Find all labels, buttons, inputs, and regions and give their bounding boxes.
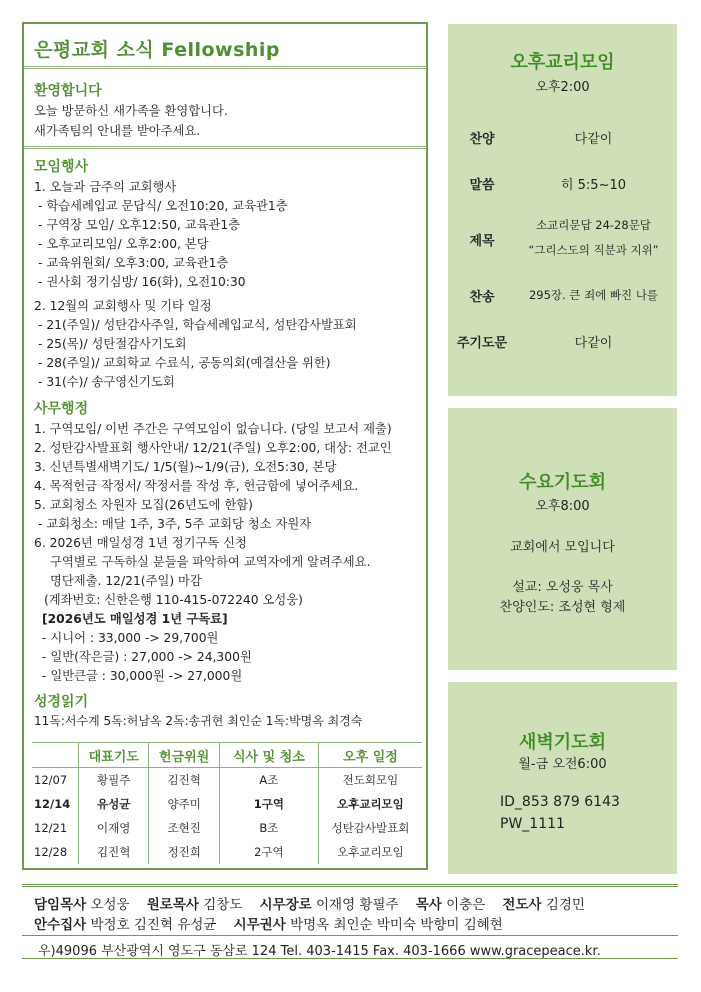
admin-line: 명단제출. 12/21(주일) 마감 [50, 574, 202, 588]
table-header: 오후 일정 [318, 743, 422, 768]
staff-row [34, 893, 585, 913]
admin-line: - 일반(작은글) : 27,000 -> 24,300원 [42, 650, 252, 664]
zoom-id: ID_853 879 6143 [500, 794, 620, 810]
admin-line: - 교회청소: 매달 1주, 3주, 5주 교회당 청소 자원자 [38, 517, 312, 531]
panel-place: 교회에서 모입니다 [510, 540, 615, 555]
events-line: - 권사회 정기심방/ 16(화), 오전10:30 [38, 275, 246, 289]
table-cell: 12/28 [34, 845, 68, 859]
panel-title: 오후교리모임 [510, 52, 615, 73]
admin-line: 5. 교회청소 자원자 모집(26년도에 한함) [34, 498, 253, 512]
table-cell: 2구역 [219, 840, 318, 864]
table-header-row [32, 743, 422, 768]
staff-names: 오성웅 [90, 897, 130, 913]
events-line: - 교육위원회/ 오후3:00, 교육관1층 [38, 256, 229, 270]
table-cell: 유성균 [79, 792, 149, 816]
table-cell: 12/21 [34, 821, 68, 835]
staff-role: 원로목사 [146, 897, 199, 913]
table-cell: B조 [219, 816, 318, 840]
admin-line: 1. 구역모임/ 이번 주간은 구역모임이 없습니다. (당일 보고서 제출) [34, 422, 392, 436]
news-box [22, 22, 428, 870]
staff-role: 시무장로 [259, 897, 312, 913]
table-cell: 황필주 [79, 768, 149, 793]
table-cell: A조 [219, 768, 318, 793]
admin-line: 구역별로 구독하실 분들을 파악하여 교역자에게 알려주세요. [50, 555, 371, 569]
row-label: 찬송 [469, 290, 495, 305]
divider [22, 935, 678, 936]
admin-heading: 사무행정 [34, 401, 89, 417]
table-cell: 1구역 [219, 792, 318, 816]
row-label: 찬양 [469, 132, 495, 147]
row-value: 소교리문답 24-28문답 [536, 218, 651, 232]
panel-preacher: 설교: 오성웅 목사 [512, 580, 613, 595]
table-cell: 전도회모임 [318, 768, 422, 793]
table-cell: 성탄감사발표회 [318, 816, 422, 840]
panel-time: 오후8:00 [535, 499, 590, 514]
events-line: 2. 12월의 교회행사 및 기타 일정 [34, 299, 212, 313]
schedule-table [32, 742, 422, 864]
panel-title: 새벽기도회 [519, 732, 606, 753]
panel-worship-leader: 찬양인도: 조성현 형제 [499, 600, 626, 615]
row-label: 제목 [469, 234, 495, 249]
table-header: 식사 및 청소 [219, 743, 318, 768]
row-value: “그리스도의 직분과 지위” [528, 243, 659, 257]
admin-line: 4. 목적헌금 작정서/ 작정서를 작성 후, 헌금함에 넣어주세요. [34, 479, 359, 493]
admin-line: 3. 신년특별새벽기도/ 1/5(월)~1/9(금), 오전5:30, 본당 [34, 460, 337, 474]
row-label: 말씀 [469, 178, 495, 193]
admin-line: 6. 2026년 매일성경 1년 정기구독 신청 [34, 536, 247, 550]
staff-names: 박정호 김진혁 유성균 [90, 917, 217, 933]
staff-names: 김경민 [545, 897, 585, 913]
table-cell: 김진혁 [79, 840, 149, 864]
reading-heading: 성경읽기 [34, 694, 89, 710]
dawn-prayer-panel [448, 682, 677, 874]
divider [22, 884, 678, 887]
staff-row [34, 913, 503, 933]
admin-line: (계좌번호: 신한은행 110-415-072240 오성웅) [44, 593, 303, 607]
staff-names: 박명옥 최인순 박미숙 박향미 김혜현 [290, 917, 503, 933]
admin-line: 2. 성탄감사발표회 행사안내/ 12/21(주일) 오후2:00, 대상: 전교인 [34, 441, 392, 455]
zoom-password: PW_1111 [500, 816, 565, 832]
events-line: - 31(수)/ 송구영신기도회 [38, 375, 175, 389]
welcome-line: 오늘 방문하신 새가족을 환영합니다. [34, 104, 228, 118]
events-line: 1. 오늘과 금주의 교회행사 [34, 180, 177, 194]
table-row [32, 816, 422, 840]
panel-time: 월-금 오전6:00 [518, 757, 607, 772]
staff-role: 담임목사 [34, 897, 87, 913]
row-value: 295장. 큰 죄에 빠진 나를 [528, 288, 659, 302]
panel-title: 수요기도회 [519, 472, 606, 493]
staff-role: 시무권사 [233, 917, 286, 933]
staff-names: 이충은 [446, 897, 486, 913]
staff-names: 이재영 황필주 [316, 897, 399, 913]
table-cell: 정진희 [149, 840, 219, 864]
staff-role: 안수집사 [34, 917, 87, 933]
events-line: - 28(주일)/ 교회학교 수료식, 공동의회(예결산을 위한) [38, 356, 331, 370]
admin-line: [2026년도 매일성경 1년 구독료] [42, 612, 228, 626]
table-header: 대표기도 [79, 743, 149, 768]
divider [24, 66, 426, 69]
table-cell: 오후교리모임 [318, 792, 422, 816]
reading-text: 11독:서수계 5독:허남옥 2독:송귀현 최인순 1독:박명옥 최경숙 [34, 714, 363, 728]
table-cell: 오후교리모임 [318, 840, 422, 864]
row-value: 다같이 [574, 132, 613, 147]
wednesday-prayer-panel [448, 408, 677, 670]
panel-time: 오후2:00 [535, 80, 590, 95]
table-cell: 이재영 [79, 816, 149, 840]
events-heading: 모임행사 [34, 159, 89, 175]
events-line: - 오후교리모임/ 오후2:00, 본당 [38, 237, 209, 251]
church-address: 우)49096 부산광역시 영도구 동삼로 124 Tel. 403-1415 Fax. 403-1666 www.gracepeace.kr. [38, 944, 601, 959]
table-cell: 12/14 [34, 797, 71, 811]
staff-role: 목사 [415, 897, 442, 913]
divider [24, 146, 426, 149]
events-line: - 구역장 모임/ 오후12:50, 교육관1층 [38, 218, 241, 232]
table-cell: 조현진 [149, 816, 219, 840]
admin-line: - 일반큰글 : 30,000원 -> 27,000원 [42, 669, 243, 683]
row-value: 다같이 [574, 336, 613, 351]
table-header: 헌금위원 [149, 743, 219, 768]
table-cell: 12/07 [34, 773, 68, 787]
row-value: 히 5:5~10 [560, 178, 627, 193]
table-cell: 김진혁 [149, 768, 219, 793]
admin-line: - 시니어 : 33,000 -> 29,700원 [42, 631, 219, 645]
table-row [32, 792, 422, 816]
events-line: - 25(목)/ 성탄절감사기도회 [38, 337, 187, 351]
events-line: - 21(주일)/ 성탄감사주일, 학습세례입교식, 성탄감사발표회 [38, 318, 357, 332]
afternoon-study-panel [448, 24, 677, 396]
staff-role: 전도사 [502, 897, 542, 913]
events-line: - 학습세례입교 문답식/ 오전10:20, 교육관1층 [38, 199, 288, 213]
table-cell: 양주미 [149, 792, 219, 816]
welcome-heading: 환영합니다 [34, 83, 102, 99]
page-title: 은평교회 소식 Fellowship [34, 39, 281, 61]
table-header [32, 743, 79, 768]
row-label: 주기도문 [456, 336, 508, 351]
divider [22, 958, 678, 959]
table-row [32, 768, 422, 793]
welcome-line: 새가족팀의 안내를 받아주세요. [34, 124, 201, 138]
table-row [32, 840, 422, 864]
staff-names: 김창도 [203, 897, 243, 913]
